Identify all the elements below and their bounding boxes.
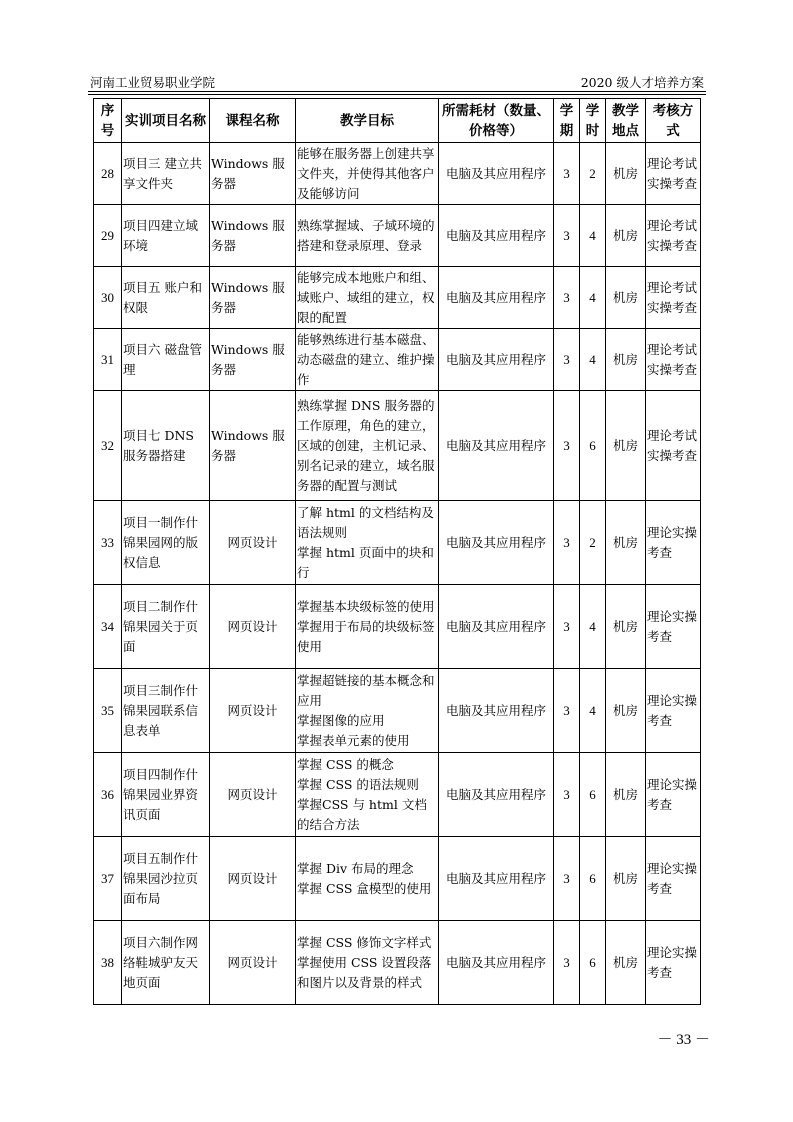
table-row (94, 391, 701, 501)
course-name: 网页设计 (210, 501, 296, 585)
project-name: 项目六制作网络鞋城驴友天地页面 (122, 921, 210, 1005)
teaching-goal: 熟练掌握 DNS 服务器的工作原理，角色的建立，区域的创建，主机记录、别名记录的建立，域名服务器的配置与测试 (296, 391, 439, 501)
row-number: 37 (94, 837, 122, 921)
teaching-goal: 能够熟练进行基本磁盘、动态磁盘的建立、维护操作 (296, 329, 439, 391)
project-name: 项目四制作什锦果园业界资讯页面 (122, 753, 210, 837)
table-row (94, 143, 701, 205)
materials: 电脑及其应用程序 (439, 837, 554, 921)
course-name: Windows 服务器 (210, 205, 296, 267)
header-rule (88, 91, 706, 92)
hours: 2 (580, 501, 606, 585)
place: 机房 (606, 501, 646, 585)
course-name: 网页设计 (210, 921, 296, 1005)
teaching-goal: 掌握 CSS 修饰文字样式 掌握使用 CSS 设置段落和图片以及背景的样式 (296, 921, 439, 1005)
term: 3 (554, 205, 580, 267)
course-name: Windows 服务器 (210, 329, 296, 391)
project-name: 项目七 DNS 服务器搭建 (122, 391, 210, 501)
hours: 6 (580, 391, 606, 501)
hours: 2 (580, 143, 606, 205)
materials: 电脑及其应用程序 (439, 669, 554, 753)
col-header-exam: 考核方式 (646, 99, 701, 143)
row-number: 35 (94, 669, 122, 753)
teaching-goal: 熟练掌握域、子域环境的搭建和登录原理、登录 (296, 205, 439, 267)
place: 机房 (606, 391, 646, 501)
term: 3 (554, 143, 580, 205)
hours: 6 (580, 837, 606, 921)
hours: 4 (580, 669, 606, 753)
term: 3 (554, 921, 580, 1005)
term: 3 (554, 329, 580, 391)
running-header (88, 73, 706, 93)
place: 机房 (606, 837, 646, 921)
training-plan-table (93, 98, 701, 1005)
col-header-term: 学期 (554, 99, 580, 143)
exam-method: 理论考试实操考查 (646, 329, 701, 391)
term: 3 (554, 753, 580, 837)
materials: 电脑及其应用程序 (439, 921, 554, 1005)
row-number: 29 (94, 205, 122, 267)
term: 3 (554, 391, 580, 501)
teaching-goal: 了解 html 的文档结构及语法规则 掌握 html 页面中的块和行 (296, 501, 439, 585)
project-name: 项目三制作什锦果园联系信息表单 (122, 669, 210, 753)
hours: 4 (580, 329, 606, 391)
row-number: 30 (94, 267, 122, 329)
teaching-goal: 能够在服务器上创建共享文件夹，并使得其他客户及能够访问 (296, 143, 439, 205)
project-name: 项目二制作什锦果园关于页面 (122, 585, 210, 669)
teaching-goal: 能够完成本地账户和组、域账户、域组的建立，权限的配置 (296, 267, 439, 329)
col-header-goal: 教学目标 (296, 99, 439, 143)
col-header-no: 序号 (94, 99, 122, 143)
materials: 电脑及其应用程序 (439, 753, 554, 837)
col-header-place: 教学地点 (606, 99, 646, 143)
term: 3 (554, 501, 580, 585)
table-row (94, 267, 701, 329)
row-number: 33 (94, 501, 122, 585)
project-name: 项目六 磁盘管理 (122, 329, 210, 391)
exam-method: 理论实操考查 (646, 585, 701, 669)
hours: 4 (580, 267, 606, 329)
course-name: 网页设计 (210, 753, 296, 837)
row-number: 36 (94, 753, 122, 837)
col-header-project: 实训项目名称 (122, 99, 210, 143)
page-number: － 33 － (657, 1032, 710, 1048)
row-number: 32 (94, 391, 122, 501)
header-rule-thin (88, 94, 706, 95)
place: 机房 (606, 143, 646, 205)
teaching-goal: 掌握基本块级标签的使用 掌握用于布局的块级标签使用 (296, 585, 439, 669)
course-name: 网页设计 (210, 585, 296, 669)
project-name: 项目三 建立共享文件夹 (122, 143, 210, 205)
place: 机房 (606, 753, 646, 837)
materials: 电脑及其应用程序 (439, 329, 554, 391)
project-name: 项目四建立域环境 (122, 205, 210, 267)
place: 机房 (606, 267, 646, 329)
hours: 6 (580, 753, 606, 837)
exam-method: 理论实操考查 (646, 921, 701, 1005)
table-header-row (94, 99, 701, 143)
teaching-goal: 掌握超链接的基本概念和应用 掌握图像的应用 掌握表单元素的使用 (296, 669, 439, 753)
table-row (94, 921, 701, 1005)
exam-method: 理论考试实操考查 (646, 205, 701, 267)
materials: 电脑及其应用程序 (439, 267, 554, 329)
row-number: 38 (94, 921, 122, 1005)
materials: 电脑及其应用程序 (439, 391, 554, 501)
exam-method: 理论考试实操考查 (646, 391, 701, 501)
exam-method: 理论考试实操考查 (646, 143, 701, 205)
col-header-materials: 所需耗材（数量、价格等） (439, 99, 554, 143)
table-row (94, 837, 701, 921)
exam-method: 理论实操考查 (646, 501, 701, 585)
exam-method: 理论实操考查 (646, 669, 701, 753)
table-row (94, 669, 701, 753)
materials: 电脑及其应用程序 (439, 585, 554, 669)
course-name: 网页设计 (210, 837, 296, 921)
table-row (94, 329, 701, 391)
materials: 电脑及其应用程序 (439, 501, 554, 585)
teaching-goal: 掌握 CSS 的概念 掌握 CSS 的语法规则 掌握CSS 与 html 文档的结合方法 (296, 753, 439, 837)
project-name: 项目五制作什锦果园沙拉页面布局 (122, 837, 210, 921)
hours: 4 (580, 585, 606, 669)
term: 3 (554, 669, 580, 753)
row-number: 28 (94, 143, 122, 205)
project-name: 项目五 账户和权限 (122, 267, 210, 329)
exam-method: 理论实操考查 (646, 837, 701, 921)
materials: 电脑及其应用程序 (439, 143, 554, 205)
table-row (94, 585, 701, 669)
place: 机房 (606, 669, 646, 753)
place: 机房 (606, 205, 646, 267)
school-name: 河南工业贸易职业学院 (90, 75, 216, 90)
row-number: 31 (94, 329, 122, 391)
hours: 6 (580, 921, 606, 1005)
col-header-course: 课程名称 (210, 99, 296, 143)
place: 机房 (606, 585, 646, 669)
row-number: 34 (94, 585, 122, 669)
hours: 4 (580, 205, 606, 267)
course-name: Windows 服务器 (210, 391, 296, 501)
term: 3 (554, 585, 580, 669)
teaching-goal: 掌握 Div 布局的理念 掌握 CSS 盒模型的使用 (296, 837, 439, 921)
term: 3 (554, 837, 580, 921)
place: 机房 (606, 329, 646, 391)
exam-method: 理论考试实操考查 (646, 267, 701, 329)
place: 机房 (606, 921, 646, 1005)
document-title: 2020 级人才培养方案 (580, 75, 704, 90)
term: 3 (554, 267, 580, 329)
table-row (94, 753, 701, 837)
course-name: 网页设计 (210, 669, 296, 753)
materials: 电脑及其应用程序 (439, 205, 554, 267)
table-row (94, 501, 701, 585)
col-header-hours: 学时 (580, 99, 606, 143)
project-name: 项目一制作什锦果园网的版权信息 (122, 501, 210, 585)
course-name: Windows 服务器 (210, 267, 296, 329)
course-name: Windows 服务器 (210, 143, 296, 205)
exam-method: 理论实操考查 (646, 753, 701, 837)
table-row (94, 205, 701, 267)
